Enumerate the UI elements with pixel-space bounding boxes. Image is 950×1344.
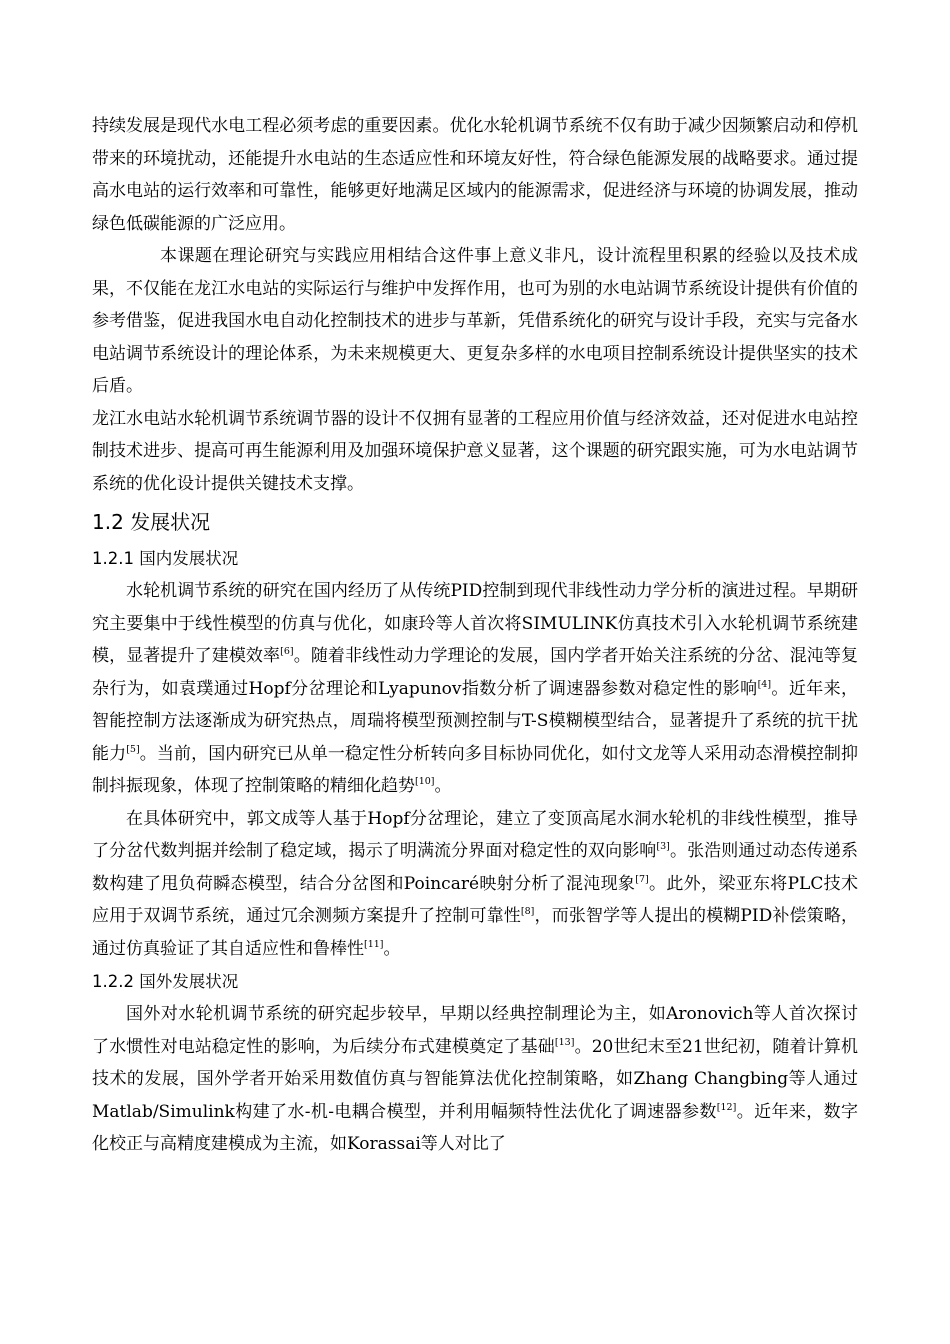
- citation-ref: [4]: [757, 678, 772, 690]
- text-segment: 水轮机调节系统的研究在国内经历了从传统PID控制到现代非线性动力学分析的演进过程。早期研究主要集中于线性模型的仿真与优化，如康玲等人首次将SIMULINK仿真技术引入水轮机调节系统建模，显著提升了建模效率: [92, 581, 858, 666]
- section-heading-1-2-1: 1.2.1 国内发展状况: [92, 549, 239, 568]
- citation-ref: [8]: [520, 906, 535, 917]
- text-segment: 。此外，梁亚东将PLC技术应用于双调节系统，通过冗余测频方案提升了控制可靠性: [92, 873, 858, 926]
- text-segment: 。近年来，智能控制方法逐渐成为研究热点，周瑞将模型预测控制与T-S模糊模型结合，显著提升了系统的抗干扰能力: [92, 678, 858, 764]
- paragraph-significance: 本课题在理论研究与实践应用相结合这件事上意义非凡，设计流程里积累的经验以及技术成果，不仅能在龙江水电站的实际运行与维护中发挥作用，也可为别的水电站调节系统设计提供有价值的参考借鉴，促进我国水电自动化控制技术的进步与革新，凭借系统化的研究与设计手段，充实与完备水电站调节系统设计的理论体系，为未来规模更大、更复杂多样的水电项目控制系统设计提供坚实的技术后盾。: [92, 246, 858, 396]
- citation-ref: [11]: [364, 938, 384, 950]
- section-heading-1-2-2: 1.2.2 国外发展状况: [92, 972, 239, 991]
- text-segment: 。20世纪末至21世纪初，随着计算机技术的发展，国外学者开始采用数值仿真与智能算法优化控制策略，如Zhang Changbing等人通过Matlab/Simulink构建了水-机-电耦合模型，并利用幅频特性法优化了调速器参数: [92, 1036, 858, 1122]
- citation-ref: [6]: [280, 646, 294, 657]
- paragraph-longjiang-value: 龙江水电站水轮机调节系统调节器的设计不仅拥有显著的工程应用价值与经济效益，还对促进水电站控制技术进步、提高可再生能源利用及加强环境保护意义显著，这个课题的研究跟实施，可为水电站调节系统的优化设计提供关键技术支撑。: [92, 408, 858, 494]
- section-heading-1-2: 1.2 发展状况: [92, 510, 211, 534]
- text-segment: 。当前，国内研究已从单一稳定性分析转向多目标协同优化，如付文龙等人采用动态滑模控制抑制抖振现象，体现了控制策略的精细化趋势: [92, 743, 859, 796]
- citation-ref: [12]: [716, 1101, 737, 1113]
- text-segment: 国外对水轮机调节系统的研究起步较早，早期以经典控制理论为主，如Aronovich等人首次探讨了水惯性对电站稳定性的影响，为后续分布式建模奠定了基础: [92, 1004, 858, 1057]
- text-segment: 。张浩则通过动态传递系数构建了甩负荷瞬态模型，结合分岔图和Poincaré映射分析了混沌现象: [92, 841, 859, 894]
- text-segment: 。随着非线性动力学理论的发展，国内学者开始关注系统的分岔、混沌等复杂行为，如袁璞通过Hopf分岔理论和Lyapunov指数分析了调速器参数对稳定性的影响: [92, 646, 859, 699]
- paragraph-domestic-specifics: [92, 803, 858, 966]
- document-body: [92, 110, 858, 1161]
- paragraph-foreign-evolution: [92, 998, 858, 1161]
- citation-ref: [10]: [415, 776, 435, 787]
- citation-ref: [5]: [126, 743, 140, 755]
- text-segment: 在具体研究中，郭文成等人基于Hopf分岔理论，建立了变顶高尾水洞水轮机的非线性模型，推导了分岔代数判据并绘制了稳定域，揭示了明满流分界面对稳定性的双向影响: [92, 808, 858, 861]
- text-segment: 。近年来，数字化校正与高精度建模成为主流，如Korassai等人对比了: [92, 1101, 858, 1154]
- text-segment: ，而张智学等人提出的模糊PID补偿策略，通过仿真验证了其自适应性和鲁棒性: [92, 906, 858, 959]
- paragraph-domestic-evolution: [92, 575, 858, 803]
- citation-ref: [7]: [635, 873, 649, 885]
- citation-ref: [3]: [656, 841, 670, 852]
- citation-ref: [13]: [554, 1036, 575, 1048]
- text-segment: 。: [434, 776, 452, 796]
- text-segment: 。: [383, 938, 401, 959]
- paragraph-sustainability: 持续发展是现代水电工程必须考虑的重要因素。优化水轮机调节系统不仅有助于减少因频繁启动和停机带来的环境扰动，还能提升水电站的生态适应性和环境友好性，符合绿色能源发展的战略要求。通过提高水电站的运行效率和可靠性，能够更好地满足区域内的能源需求，促进经济与环境的协调发展，推动绿色低碳能源的广泛应用。: [92, 116, 858, 234]
